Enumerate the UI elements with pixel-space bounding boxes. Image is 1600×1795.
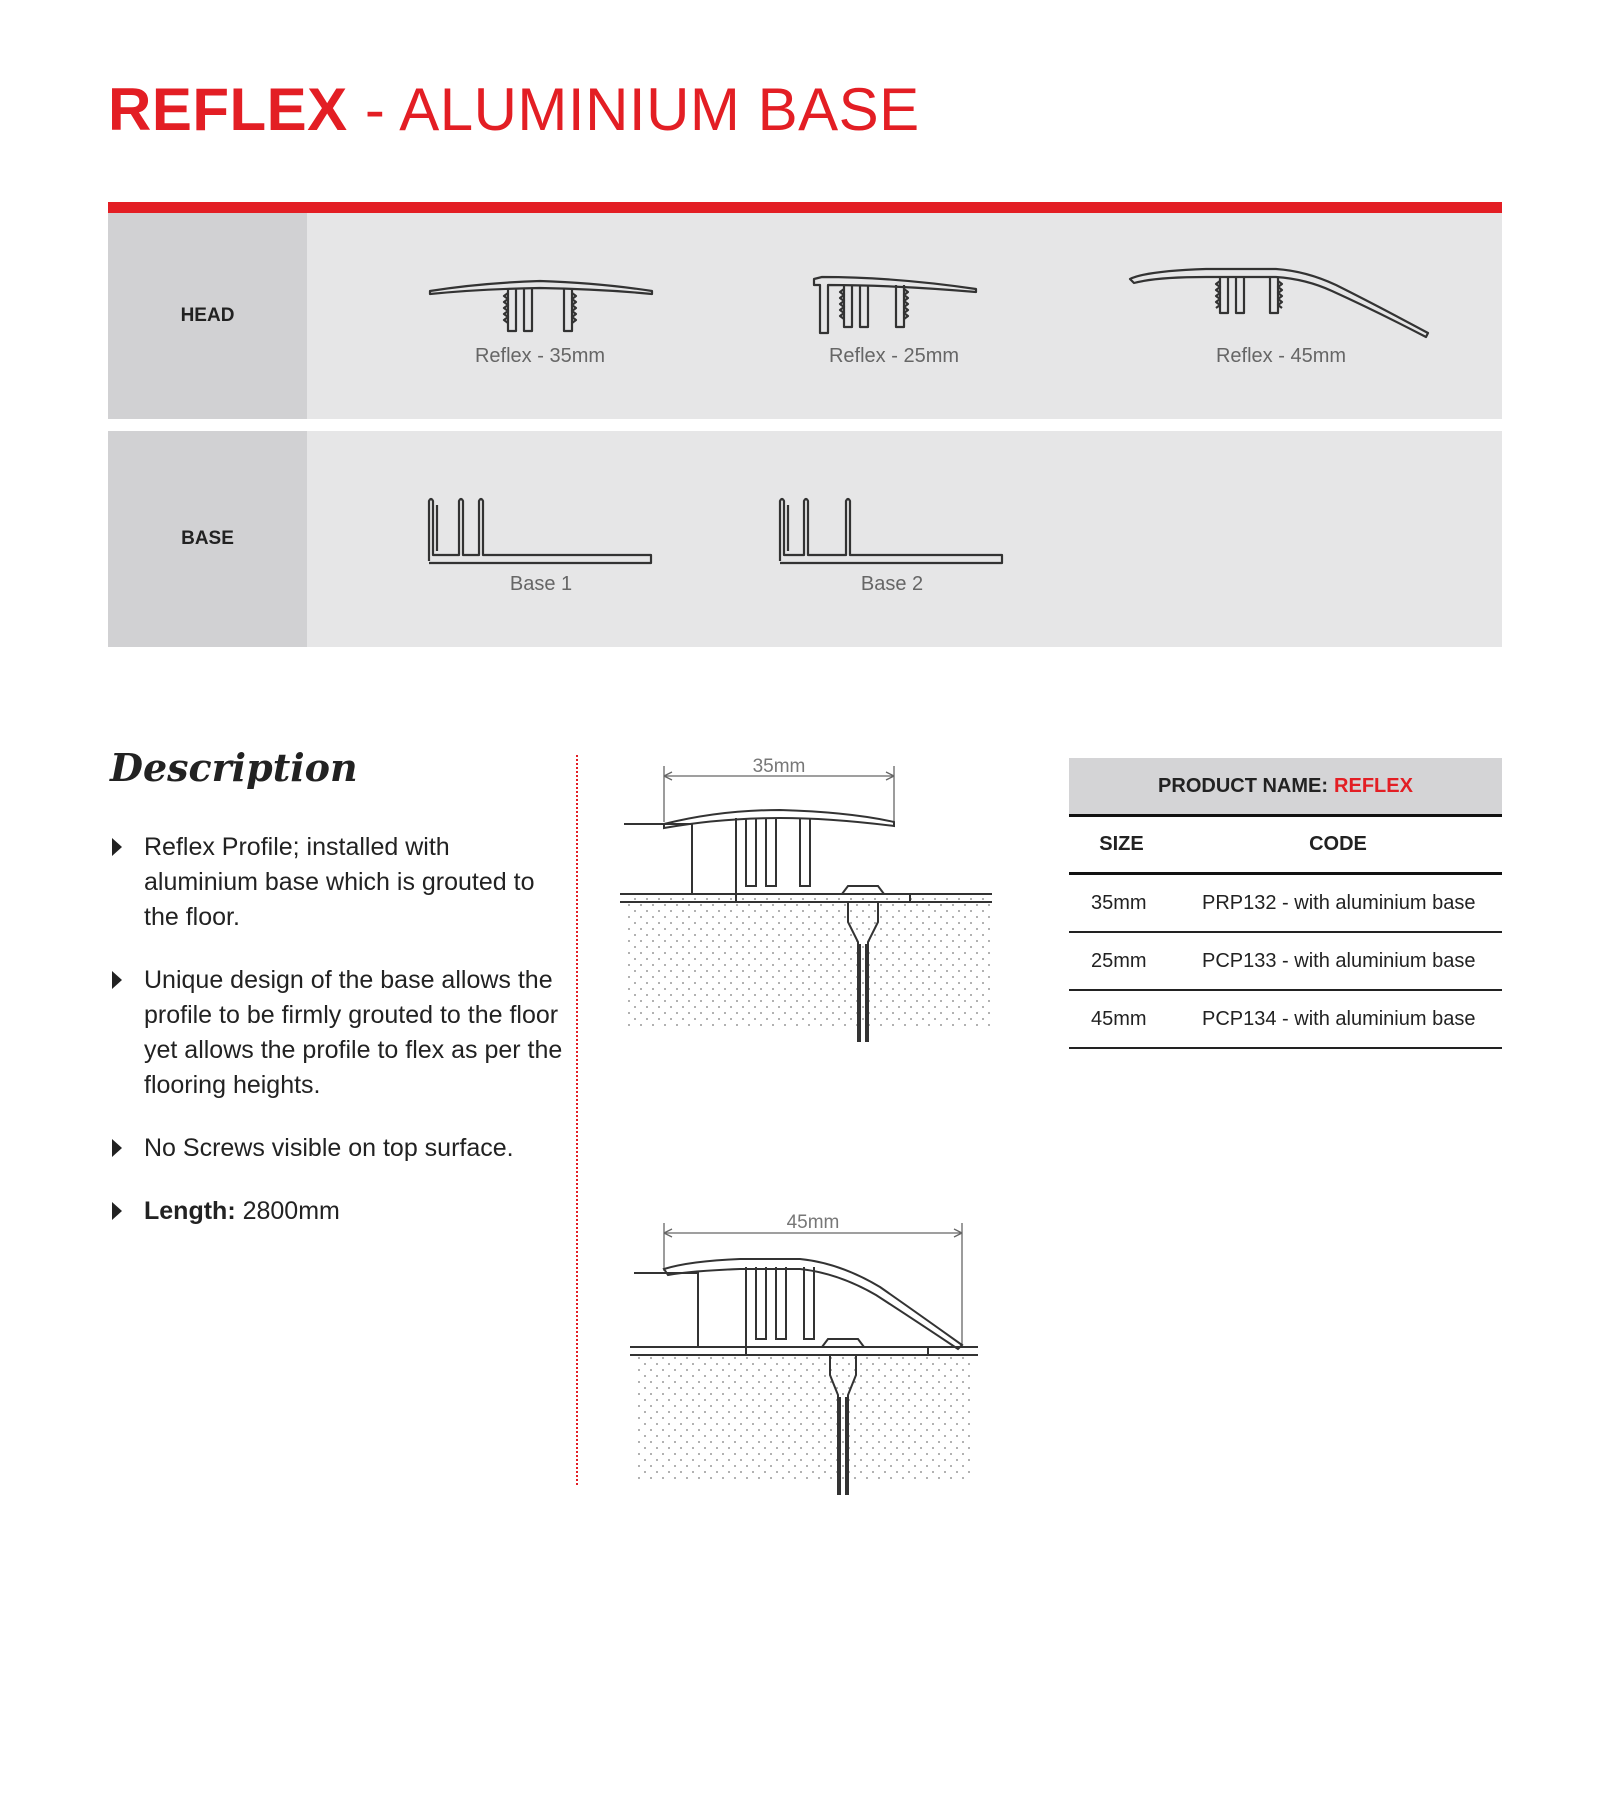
description-bullets — [110, 830, 570, 1257]
product-table — [1069, 758, 1502, 1049]
base-label: BASE — [108, 431, 307, 647]
diagram-45mm-dimension: 45mm — [786, 1212, 840, 1233]
table-row — [1069, 875, 1502, 933]
length-value: 2800mm — [235, 1197, 340, 1225]
product-name-value: REFLEX — [1334, 774, 1413, 797]
installation-diagram-35mm — [620, 752, 1000, 1042]
accent-bar — [108, 202, 1502, 213]
row-code: PCP134 - with aluminium base — [1202, 1007, 1476, 1030]
installation-diagram-45mm — [630, 1205, 990, 1495]
page-title — [108, 72, 920, 148]
reflex-35mm-profile-drawing — [420, 275, 660, 339]
base-profile-2 — [774, 495, 1010, 596]
description-bullet — [110, 830, 570, 935]
row-size: 35mm — [1091, 891, 1147, 914]
bullet-arrow-icon — [112, 1139, 122, 1157]
head-label: HEAD — [108, 213, 307, 419]
head-profile-25mm-caption: Reflex - 25mm — [828, 345, 960, 367]
table-row — [1069, 933, 1502, 991]
column-header-size: SIZE — [1099, 833, 1144, 855]
product-name-label: PRODUCT NAME: — [1158, 774, 1329, 797]
bullet-arrow-icon — [112, 838, 122, 856]
row-size: 45mm — [1091, 1007, 1147, 1030]
product-table-header — [1069, 758, 1502, 817]
description-bullet-text: Reflex Profile; installed with aluminium base which is grouted to the floor. — [144, 833, 535, 931]
base-1-profile-drawing — [423, 495, 659, 567]
head-profile-25mm — [804, 271, 984, 368]
head-profile-35mm — [420, 275, 660, 368]
section-divider — [576, 755, 578, 1485]
row-code: PRP132 - with aluminium base — [1202, 891, 1476, 914]
diagram-35mm-dimension: 35mm — [752, 756, 806, 777]
base-profile-1-caption: Base 1 — [509, 573, 573, 595]
product-table-columns — [1069, 817, 1502, 875]
head-profile-35mm-caption: Reflex - 35mm — [474, 345, 606, 367]
base-profile-1 — [423, 495, 659, 596]
base-band — [108, 431, 1502, 647]
head-band — [108, 213, 1502, 419]
reflex-45mm-profile-drawing — [1126, 265, 1436, 339]
description-bullet-text: No Screws visible on top surface. — [144, 1134, 514, 1162]
description-bullet — [110, 1131, 570, 1166]
page-title-brand: REFLEX — [108, 76, 348, 143]
row-size: 25mm — [1091, 949, 1147, 972]
description-bullet-length — [110, 1194, 570, 1229]
head-profile-45mm-caption: Reflex - 45mm — [1215, 345, 1347, 367]
description-bullet — [110, 963, 570, 1103]
length-label: Length: — [144, 1197, 236, 1225]
column-header-code: CODE — [1309, 833, 1367, 855]
bullet-arrow-icon — [112, 1202, 122, 1220]
bullet-arrow-icon — [112, 971, 122, 989]
description-title: Description — [110, 745, 358, 790]
reflex-25mm-profile-drawing — [804, 271, 984, 339]
table-row — [1069, 991, 1502, 1049]
head-profile-45mm — [1126, 265, 1436, 368]
page-title-rest: - ALUMINIUM BASE — [347, 76, 920, 143]
base-2-profile-drawing — [774, 495, 1010, 567]
row-code: PCP133 - with aluminium base — [1202, 949, 1476, 972]
description-bullet-text: Unique design of the base allows the profile to be firmly grouted to the floor yet allows the profile to flex as per the flooring heights. — [144, 966, 563, 1099]
base-profile-2-caption: Base 2 — [860, 573, 924, 595]
